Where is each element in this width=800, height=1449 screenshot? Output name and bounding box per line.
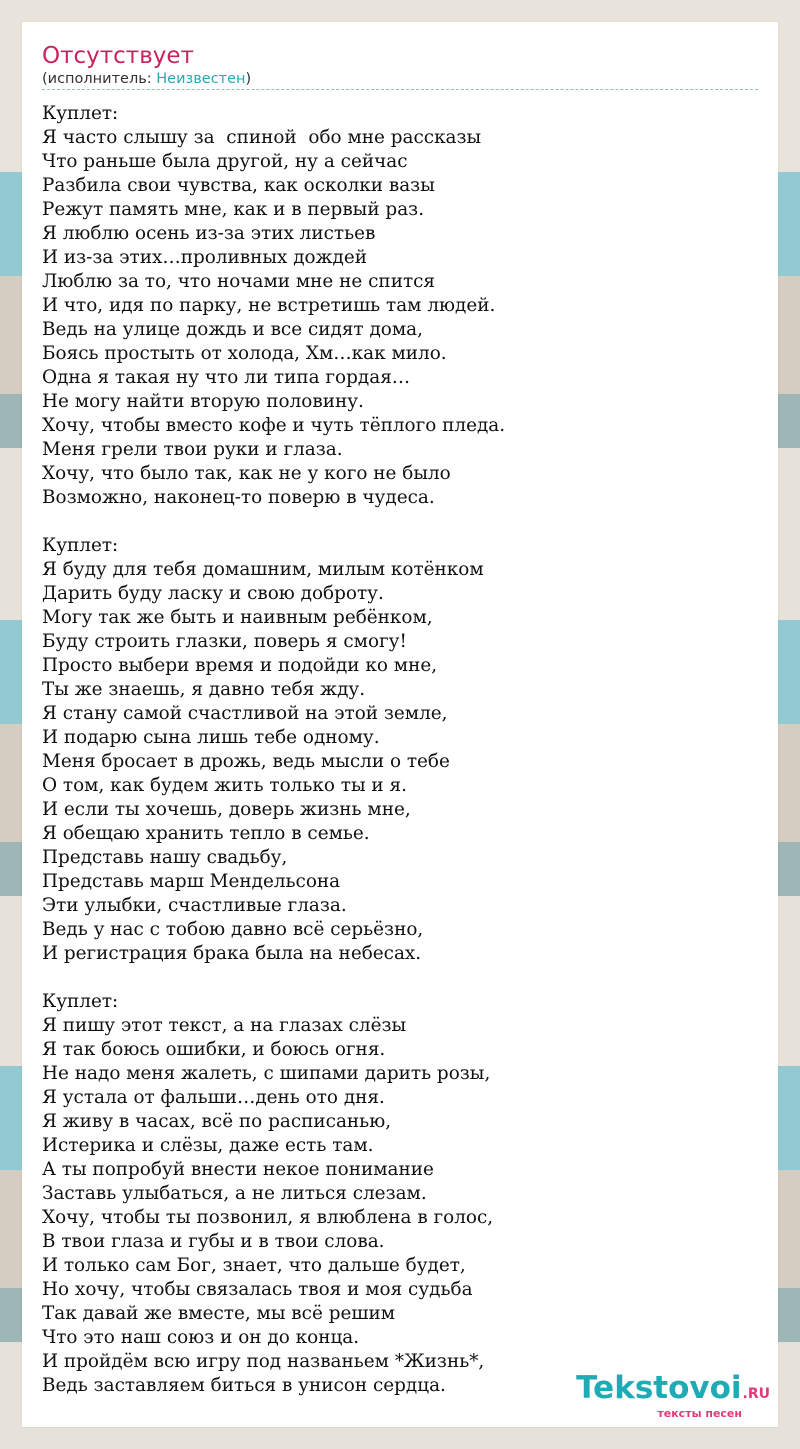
lyrics-line: Боясь простыть от холода, Хм…как мило. <box>42 343 447 364</box>
site-logo[interactable] <box>576 1370 770 1420</box>
logo-wordmark <box>576 1370 770 1409</box>
song-artist-line <box>42 70 758 88</box>
lyrics-line: И что, идя по парку, не встретишь там людей. <box>42 295 496 316</box>
lyrics-line: Просто выбери время и подойди ко мне, <box>42 655 438 676</box>
lyrics-line: Что это наш союз и он до конца. <box>42 1327 360 1348</box>
lyrics-line: Одна я такая ну что ли типа гордая… <box>42 367 411 388</box>
lyrics-line: Меня грели твои руки и глаза. <box>42 439 343 460</box>
lyrics-line: Режут память мне, как и в первый раз. <box>42 199 425 220</box>
logo-name: Tekstovoi <box>576 1370 742 1406</box>
lyrics-line: И подарю сына лишь тебе одному. <box>42 727 380 748</box>
lyrics-line: И если ты хочешь, доверь жизнь мне, <box>42 799 411 820</box>
lyrics-line: Заставь улыбаться, а не литься слезам. <box>42 1183 427 1204</box>
lyrics-line: Люблю за то, что ночами мне не спится <box>42 271 436 292</box>
lyrics-line: Ведь заставляем биться в унисон сердца. <box>42 1375 446 1396</box>
logo-tld: .RU <box>742 1386 770 1402</box>
artist-suffix: ) <box>245 71 252 87</box>
lyrics-line: Куплет: <box>42 991 119 1012</box>
lyrics-card <box>22 22 778 1427</box>
lyrics-line: Ты же знаешь, я давно тебя жду. <box>42 679 366 700</box>
lyrics-line: Я люблю осень из-за этих листьев <box>42 223 376 244</box>
lyrics-line: В твои глаза и губы и в твои слова. <box>42 1231 385 1252</box>
lyrics-line: Буду строить глазки, поверь я смогу! <box>42 631 407 652</box>
lyrics-line: Не могу найти вторую половину. <box>42 391 364 412</box>
lyrics-line: Хочу, чтобы вместо кофе и чуть тёплого пледа. <box>42 415 506 436</box>
logo-tagline: тексты песен <box>657 1407 742 1420</box>
lyrics-line: Я пишу этот текст, а на глазах слёзы <box>42 1015 407 1036</box>
lyrics-line: А ты попробуй внести некое понимание <box>42 1159 434 1180</box>
lyrics-line: Я устала от фальши…день ото дня. <box>42 1087 385 1108</box>
lyrics-line: Так давай же вместе, мы всё решим <box>42 1303 396 1324</box>
lyrics-line: И регистрация брака была на небесах. <box>42 943 422 964</box>
lyrics-text <box>42 102 762 1398</box>
lyrics-line: Дарить буду ласку и свою доброту. <box>42 583 384 604</box>
lyrics-line: Я живу в часах, всё по расписанью, <box>42 1111 392 1132</box>
lyrics-line: Представь марш Мендельсона <box>42 871 341 892</box>
lyrics-blank-line <box>42 510 762 534</box>
lyrics-line: Куплет: <box>42 535 119 556</box>
lyrics-line: Разбила свои чувства, как осколки вазы <box>42 175 435 196</box>
lyrics-line: Эти улыбки, счастливые глаза. <box>42 895 347 916</box>
lyrics-line: И пройдём всю игру под названьем *Жизнь*, <box>42 1351 485 1372</box>
lyrics-line: Меня бросает в дрожь, ведь мысли о тебе <box>42 751 450 772</box>
lyrics-line: И из-за этих…проливных дождей <box>42 247 368 268</box>
lyrics-line: О том, как будем жить только ты и я. <box>42 775 407 796</box>
lyrics-line: Я часто слышу за спиной обо мне рассказы <box>42 127 482 148</box>
lyrics-line: Ведь у нас с тобою давно всё серьёзно, <box>42 919 424 940</box>
lyrics-line: Хочу, что было так, как не у кого не было <box>42 463 451 484</box>
lyrics-line: Хочу, чтобы ты позвонил, я влюблена в голос, <box>42 1207 494 1228</box>
lyrics-blank-line <box>42 966 762 990</box>
lyrics-line: Я стану самой счастливой на этой земле, <box>42 703 448 724</box>
lyrics-line: Я буду для тебя домашним, милым котёнком <box>42 559 484 580</box>
lyrics-line: Я обещаю хранить тепло в семье. <box>42 823 370 844</box>
lyrics-line: Не надо меня жалеть, с шипами дарить розы, <box>42 1063 491 1084</box>
lyrics-line: И только сам Бог, знает, что дальше будет, <box>42 1255 466 1276</box>
song-title: Отсутствует <box>42 43 194 69</box>
song-header <box>42 42 758 90</box>
lyrics-line: Возможно, наконец-то поверю в чудеса. <box>42 487 435 508</box>
lyrics-line: Но хочу, чтобы связалась твоя и моя судьба <box>42 1279 473 1300</box>
artist-prefix: (исполнитель: <box>42 71 157 87</box>
lyrics-line: Что раньше была другой, ну а сейчас <box>42 151 408 172</box>
lyrics-line: Истерика и слёзы, даже есть там. <box>42 1135 374 1156</box>
lyrics-line: Ведь на улице дождь и все сидят дома, <box>42 319 423 340</box>
lyrics-line: Могу так же быть и наивным ребёнком, <box>42 607 433 628</box>
lyrics-line: Куплет: <box>42 103 119 124</box>
artist-link[interactable]: Неизвестен <box>156 71 246 87</box>
lyrics-line: Представь нашу свадьбу, <box>42 847 288 868</box>
lyrics-line: Я так боюсь ошибки, и боюсь огня. <box>42 1039 386 1060</box>
